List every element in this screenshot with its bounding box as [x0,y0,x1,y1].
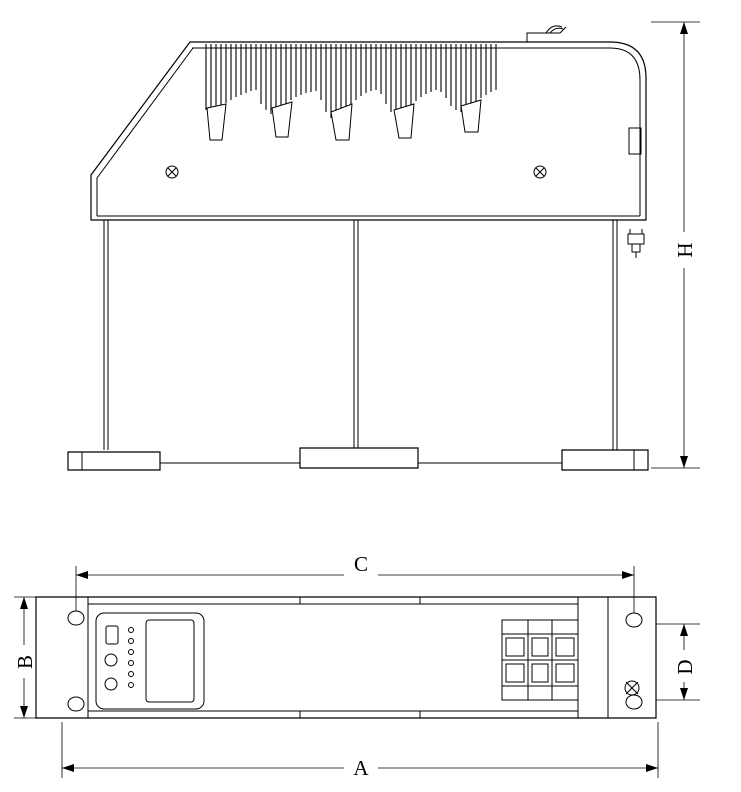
dimension-b [13,597,37,718]
hole-center-length-label: C [353,552,369,576]
center-support-post [354,220,358,456]
terminal-depth-label: D [673,659,697,675]
dimension-a [62,722,658,780]
front-elevation-view [68,22,700,470]
top-hook-detail [527,26,566,42]
dimension-d [656,624,700,700]
dimension-h [651,22,700,468]
top-plan-view [13,552,700,780]
mounting-feet [68,448,648,470]
support-legs [104,220,617,450]
overall-length-label: A [353,756,369,780]
width-label: B [13,654,37,670]
housing-outline [91,42,646,220]
leg-screw-terminal [628,229,644,258]
height-label: H [673,242,697,258]
